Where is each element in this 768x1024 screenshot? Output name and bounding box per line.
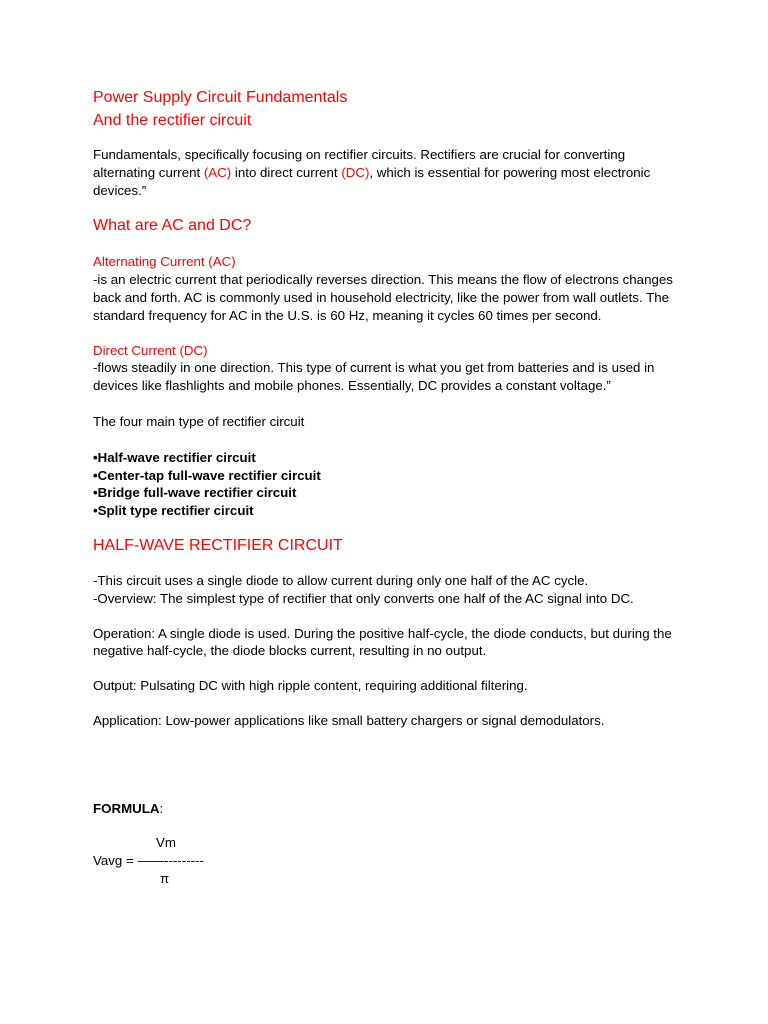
list-item: •Bridge full-wave rectifier circuit: [93, 485, 297, 501]
dc-paragraph: -flows steadily in one direction. This type of current is what you get from batteries and is used in devices like flashlights and mobile phones. Essentially, DC provides a constant voltage.”: [93, 360, 655, 394]
formula-label: [93, 800, 683, 818]
formula-denominator: π: [160, 870, 170, 886]
halfwave-line-1: -This circuit uses a single diode to allow current during only one half of the AC cycle.: [93, 572, 589, 588]
title-line-1: Power Supply Circuit Fundamentals: [93, 89, 348, 106]
ac-paragraph: -is an electric current that periodically reverses direction. This means the flow of electrons changes back and forth. AC is commonly used in household electricity, like the power from wall outlets. The standard frequency for AC in the U.S. is 60 Hz, meaning it cycles 60 times per second.: [93, 272, 673, 323]
formula-label-text: FORMULA: [93, 800, 160, 816]
formula-block: [93, 835, 683, 895]
intro-dc-abbrev: (DC): [341, 164, 370, 180]
intro-text-2: into direct current: [231, 164, 342, 180]
list-item: •Center-tap full-wave rectifier circuit: [93, 467, 321, 483]
formula-colon: :: [159, 800, 164, 816]
application-paragraph: Application: Low-power applications like small battery chargers or signal demodulators.: [93, 712, 605, 728]
document-page: [93, 86, 683, 895]
halfwave-heading: HALF-WAVE RECTIFIER CIRCUIT: [93, 536, 343, 554]
list-item: •Split type rectifier circuit: [93, 503, 254, 519]
intro-text-1: Fundamentals, specifically focusing on rectifier circuits. Rectifiers are crucial for converting alternating current: [93, 147, 626, 180]
output-paragraph: Output: Pulsating DC with high ripple content, requiring additional filtering.: [93, 678, 528, 694]
formula-numerator: Vm: [156, 834, 176, 850]
intro-paragraph: [93, 146, 683, 199]
intro-text-3: , which is essential for powering most electronic devices.”: [93, 164, 651, 198]
title-line-2: And the rectifier circuit: [93, 112, 252, 129]
operation-paragraph: Operation: A single diode is used. During the positive half-cycle, the diode conducts, but during the negative half-cycle, the diode blocks current, resulting in no output.: [93, 625, 672, 659]
list-item: •Half-wave rectifier circuit: [93, 449, 256, 465]
formula-lhs: Vavg = ——---------: [93, 852, 204, 868]
dc-subheading: Direct Current (DC): [93, 342, 208, 358]
document-title: [93, 86, 683, 132]
rectifier-types-list: [93, 449, 683, 520]
types-intro: The four main type of rectifier circuit: [93, 413, 305, 429]
acdc-heading: What are AC and DC?: [93, 217, 252, 235]
intro-ac-abbrev: (AC): [203, 164, 232, 180]
ac-subheading: Alternating Current (AC): [93, 254, 236, 270]
halfwave-overview: -Overview: The simplest type of rectifier that only converts one half of the AC signal into DC.: [93, 590, 634, 606]
